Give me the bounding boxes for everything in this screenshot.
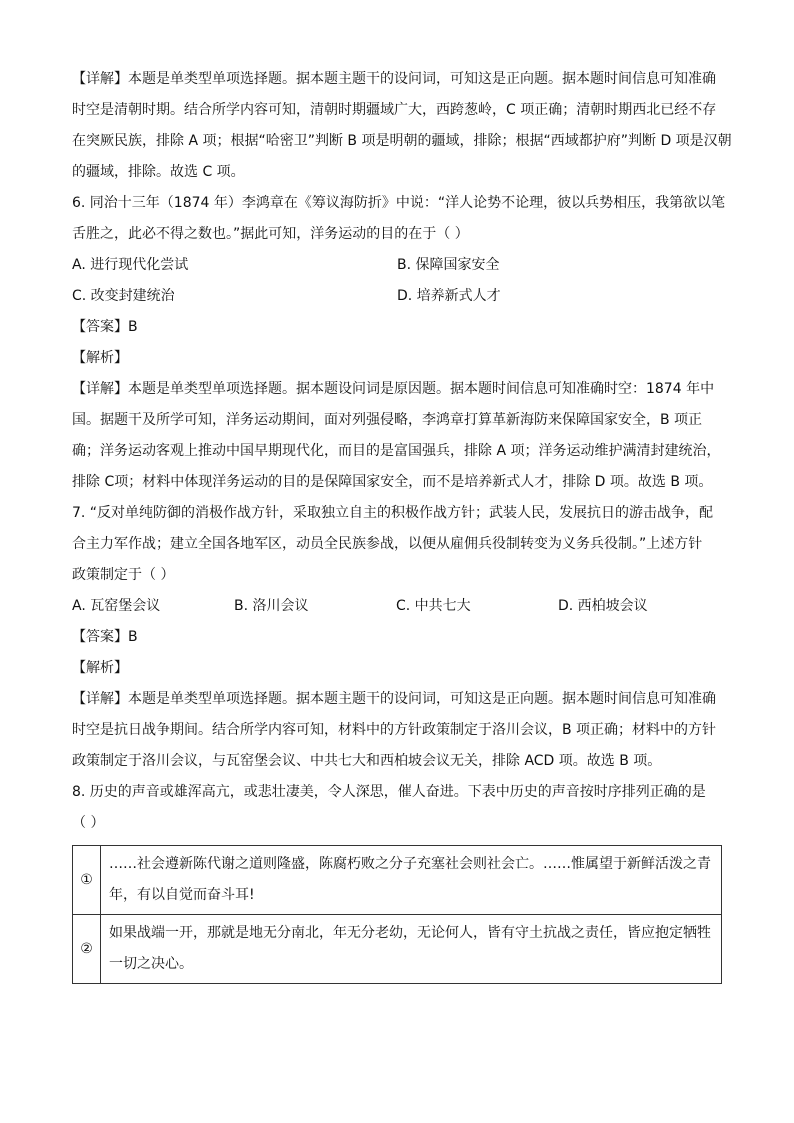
- quote-line: 年，有以自觉而奋斗耳!: [109, 887, 255, 903]
- q6-stem-line: 舌胜之，此必不得之数也。”据此可知，洋务运动的目的在于（ ）: [72, 226, 469, 242]
- quote-line: 如果战端一开，那就是地无分南北，年无分老幼，无论何人，皆有守土抗战之责任，皆应抱定牺牲: [109, 925, 711, 941]
- question-7: [72, 498, 722, 777]
- q7-detail-line: 政策制定于洛川会议，与瓦窑堡会议、中共七大和西柏坡会议无关，排除 ACD 项。故选 B 项。: [72, 753, 662, 769]
- row-number: ②: [73, 915, 101, 984]
- q5-detail-line: 【详解】本题是单类型单项选择题。据本题主题干的设问词，可知这是正向题。据本题时间信息可知准确: [72, 71, 716, 87]
- q5-detail-line: 的疆域，排除。故选 C 项。: [72, 164, 245, 180]
- quote-line: ……社会遵新陈代谢之道则隆盛，陈腐朽败之分子充塞社会则社会亡。……惟属望于新鲜活泼之青: [109, 856, 711, 872]
- q6-detail-line: 排除 C项；材料中体现洋务运动的目的是保障国家安全，而不是培养新式人才，排除 D 项。故选 B 项。: [72, 474, 713, 490]
- q7-options-row: [72, 591, 722, 622]
- q7-option-b: B. 洛川会议: [234, 598, 309, 614]
- q7-detail-line: 【详解】本题是单类型单项选择题。据本题主题干的设问词，可知这是正向题。据本题时间信息可知准确: [72, 691, 716, 707]
- q6-options-row: [72, 281, 722, 312]
- question-6: [72, 188, 726, 498]
- q7-stem-line: 7. “反对单纯防御的消极作战方针，采取独立自主的积极作战方针；武装人民，发展抗日的游击战争，配: [72, 505, 714, 521]
- q7-detail-line: 时空是抗日战争期间。结合所学内容可知，材料中的方针政策制定于洛川会议，B 项正确；材料中的方针: [72, 722, 717, 738]
- q6-option-a: A. 进行现代化尝试: [72, 257, 189, 273]
- q6-option-b: B. 保障国家安全: [397, 257, 500, 273]
- q7-stem-line: 合主力军作战；建立全国各地军区，动员全民族参战，以便从雇佣兵役制转变为义务兵役制。”上述方针: [72, 536, 703, 552]
- exam-page: [72, 64, 732, 984]
- q6-stem-line: 6. 同治十三年（1874 年）李鸿章在《筹议海防折》中说：“洋人论势不论理，彼以兵势相压，我第欲以笔: [72, 195, 726, 211]
- q5-explanation: [72, 64, 732, 188]
- q7-answer: 【答案】B: [72, 629, 138, 645]
- q7-analysis-label: 【解析】: [72, 660, 128, 676]
- q6-options-row: [72, 250, 722, 281]
- q8-stem-line: 8. 历史的声音或雄浑高亢，或悲壮凄美，令人深思，催人奋进。下表中历史的声音按时序排列正确的是: [72, 784, 706, 800]
- quote-cell: [101, 846, 722, 915]
- q8-stem-line: （ ）: [72, 815, 105, 831]
- quote-cell: [101, 915, 722, 984]
- q6-detail-line: 确；洋务运动客观上推动中国早期现代化，而目的是富国强兵，排除 A 项；洋务运动维护满清封建统治，: [72, 443, 721, 459]
- row-number: ①: [73, 846, 101, 915]
- q7-option-d: D. 西柏坡会议: [558, 598, 648, 614]
- q5-detail-line: 在突厥民族，排除 A 项；根据“哈密卫”判断 B 项是明朝的疆域，排除；根据“西域都护府”判断 D 项是汉朝: [72, 133, 732, 149]
- q6-analysis-label: 【解析】: [72, 350, 128, 366]
- q8-quote-table: [72, 845, 722, 984]
- q7-option-a: A. 瓦窑堡会议: [72, 598, 161, 614]
- q5-detail-line: 时空是清朝时期。结合所学内容可知，清朝时期疆域广大，西跨葱岭，C 项正确；清朝时期西北已经不存: [72, 102, 717, 118]
- q6-detail-line: 【详解】本题是单类型单项选择题。据本题设问词是原因题。据本题时间信息可知准确时空：1874 年中: [72, 381, 715, 397]
- table-row: [73, 846, 722, 915]
- q6-option-d: D. 培养新式人才: [397, 288, 501, 304]
- quote-line: 一切之决心。: [109, 956, 193, 972]
- q6-option-c: C. 改变封建统治: [72, 288, 175, 304]
- q7-stem-line: 政策制定于（ ）: [72, 567, 175, 583]
- q6-answer: 【答案】B: [72, 319, 138, 335]
- q7-option-c: C. 中共七大: [396, 598, 471, 614]
- question-8: [72, 777, 722, 984]
- table-row: [73, 915, 722, 984]
- q6-detail-line: 国。据题干及所学可知，洋务运动期间，面对列强侵略，李鸿章打算革新海防来保障国家安全，B 项正: [72, 412, 703, 428]
